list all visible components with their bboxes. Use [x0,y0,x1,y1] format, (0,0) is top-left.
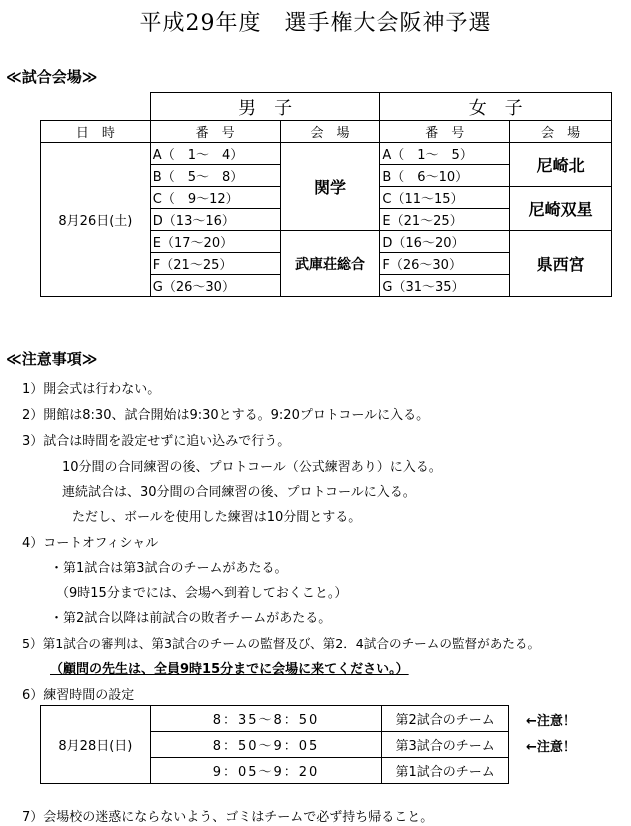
note-4-detail-2: （9時15分までには、会場へ到着しておくこと。） [56,586,348,601]
practice-date: 8月28日(日) [41,706,151,784]
note-5: 5）第1試合の審判は、第3試合のチームの監督及び、第2．4試合のチームの監督があたる。 [22,636,541,651]
practice-warning-2: ←注意！ [526,740,576,755]
practice-team-1: 第2試合のチーム [382,706,509,732]
practice-table [40,705,509,784]
girls-number-header: 番 号 [380,121,510,143]
boys-row-b: B（ 5～ 8） [150,165,280,187]
boys-row-f: F（21～25） [150,253,280,275]
practice-time-3: 9：05～9：20 [150,758,381,784]
girls-venue-amagasaki-sousei: 尼崎双星 [510,187,612,231]
girls-venue-header: 会 場 [510,121,612,143]
practice-time-2: 8：50～9：05 [150,732,381,758]
boys-venue-mukonoso: 武庫荘総合 [280,231,380,297]
boys-row-c: C（ 9～12） [150,187,280,209]
note-1: 1）開会式は行わない。 [22,382,161,397]
note-6: 6）練習時間の設定 [22,688,135,703]
note-4-detail-3: ・第2試合以降は前試合の敗者チームがあたる。 [50,611,332,626]
girls-row-g: G（31～35） [380,275,510,297]
girls-row-b: B（ 6～10） [380,165,510,187]
girls-venue-amagasaki-kita: 尼崎北 [510,143,612,187]
boys-row-a: A（ 1～ 4） [150,143,280,165]
venue-table [40,92,612,297]
notes-heading: ≪注意事項≫ [6,350,98,368]
practice-warning-1: ←注意！ [526,714,576,729]
boys-venue-header: 会 場 [280,121,380,143]
boys-number-header: 番 号 [150,121,280,143]
note-2: 2）開館は8:30、試合開始は9:30とする。9:20プロトコールに入る。 [22,408,430,423]
boys-row-g: G（26～30） [150,275,280,297]
boys-row-d: D（13～16） [150,209,280,231]
note-5-advisor: （顧問の先生は、全員9時15分までに会場に来てください。） [50,662,409,677]
practice-team-2: 第3試合のチーム [382,732,509,758]
practice-team-3: 第1試合のチーム [382,758,509,784]
note-3: 3）試合は時間を設定せずに追い込みで行う。 [22,434,291,449]
girls-header: 女 子 [380,93,612,121]
note-3-detail-2: 連続試合は、30分間の合同練習の後、プロトコールに入る。 [62,485,416,500]
girls-row-e: E（21～25） [380,209,510,231]
date-header: 日 時 [41,121,151,143]
boys-header: 男 子 [150,93,380,121]
girls-row-d: D（16～20） [380,231,510,253]
boys-venue-kangaku: 関学 [280,143,380,231]
boys-row-e: E（17～20） [150,231,280,253]
girls-row-a: A（ 1～ 5） [380,143,510,165]
note-7: 7）会場校の迷惑にならないよう、ゴミはチームで必ず持ち帰ること。 [22,810,434,825]
corner-empty [41,93,151,121]
match-date: 8月26日(土) [41,143,151,297]
note-4: 4）コートオフィシャル [22,536,159,551]
girls-row-f: F（26～30） [380,253,510,275]
girls-row-c: C（11～15） [380,187,510,209]
page-title: 平成29年度 選手権大会阪神予選 [139,11,492,36]
girls-venue-kennishinomiya: 県西宮 [510,231,612,297]
venue-heading: ≪試合会場≫ [6,68,98,86]
note-3-detail-1: 10分間の合同練習の後、プロトコール（公式練習あり）に入る。 [62,460,442,475]
practice-time-1: 8：35～8：50 [150,706,381,732]
note-3-detail-3: ただし、ボールを使用した練習は10分間とする。 [72,510,362,525]
note-4-detail-1: ・第1試合は第3試合のチームがあたる。 [50,561,288,576]
